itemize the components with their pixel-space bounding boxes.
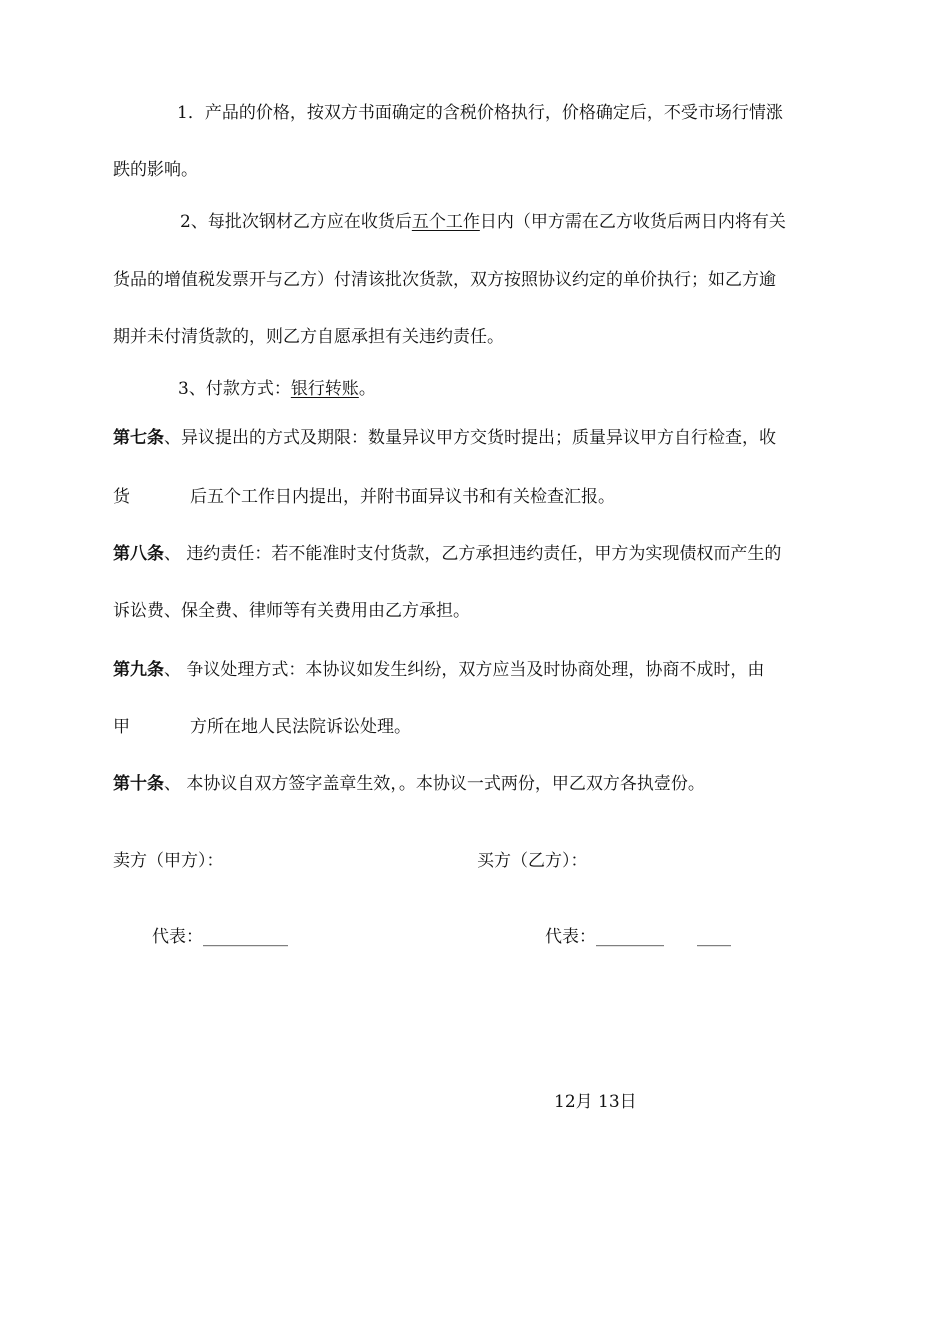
- clause6-item1-line2: 跌的影响。: [113, 160, 198, 180]
- clause7-text: 、异议提出的方式及期限：数量异议甲方交货时提出；质量异议甲方自行检查，收: [164, 428, 776, 448]
- clause10-text: 、 本协议自双方签字盖章生效，。本协议一式两份，甲乙双方各执壹份。: [164, 774, 705, 794]
- seller-representative: 代表：__________: [152, 927, 288, 947]
- clause8-label: 第八条: [113, 544, 164, 564]
- buyer-representative: 代表：________: [545, 927, 664, 947]
- clause7-line2-b: 后五个工作日内提出，并附书面异议书和有关检查汇报。: [190, 487, 615, 507]
- clause6-item2-line1: [180, 210, 786, 234]
- clause9-line2-a: 甲: [113, 717, 130, 737]
- clause9-text: 、 争议处理方式：本协议如发生纠纷，双方应当及时协商处理，协商不成时，由: [164, 660, 765, 680]
- clause6-item2-underlined: 五个工作: [411, 212, 480, 232]
- clause9-line1: [113, 658, 764, 682]
- buyer-label: 买方（乙方）：: [477, 851, 588, 871]
- clause6-item1-line1: 1．产品的价格，按双方书面确定的含税价格执行，价格确定后，不受市场行情涨: [177, 103, 783, 123]
- clause7-line2-a: 货: [113, 487, 130, 507]
- clause6-item2-text-b: 日内（甲方需在乙方收货后两日内将有关: [479, 212, 786, 232]
- clause9-line2-b: 方所在地人民法院诉讼处理。: [190, 717, 411, 737]
- clause8-text: 、 违约责任：若不能准时支付货款，乙方承担违约责任，甲方为实现债权而产生的: [164, 544, 782, 564]
- seller-label: 卖方（甲方）：: [113, 851, 224, 871]
- payment-suffix: 。: [358, 379, 376, 399]
- clause6-item2-line3: 期并未付清货款的，则乙方自愿承担有关违约责任。: [113, 327, 504, 347]
- clause6-item3: [178, 377, 376, 401]
- clause7-label: 第七条: [113, 428, 164, 448]
- clause9-label: 第九条: [113, 660, 164, 680]
- buyer-representative-extra: ____: [697, 927, 731, 947]
- clause10-line1: [113, 772, 705, 796]
- signing-date: 12月 13日: [554, 1092, 637, 1112]
- clause6-item2-text-a: 2、每批次钢材乙方应在收货后: [180, 212, 412, 232]
- payment-method: 银行转账: [290, 379, 359, 399]
- clause8-line1: [113, 542, 781, 566]
- clause6-item2-line2: 货品的增值税发票开与乙方）付清该批次货款，双方按照协议约定的单价执行；如乙方逾: [113, 270, 776, 290]
- clause10-label: 第十条: [113, 774, 164, 794]
- payment-prefix: 3、付款方式：: [178, 379, 291, 399]
- clause8-line2: 诉讼费、保全费、律师等有关费用由乙方承担。: [113, 601, 470, 621]
- clause7-line1: [113, 426, 776, 450]
